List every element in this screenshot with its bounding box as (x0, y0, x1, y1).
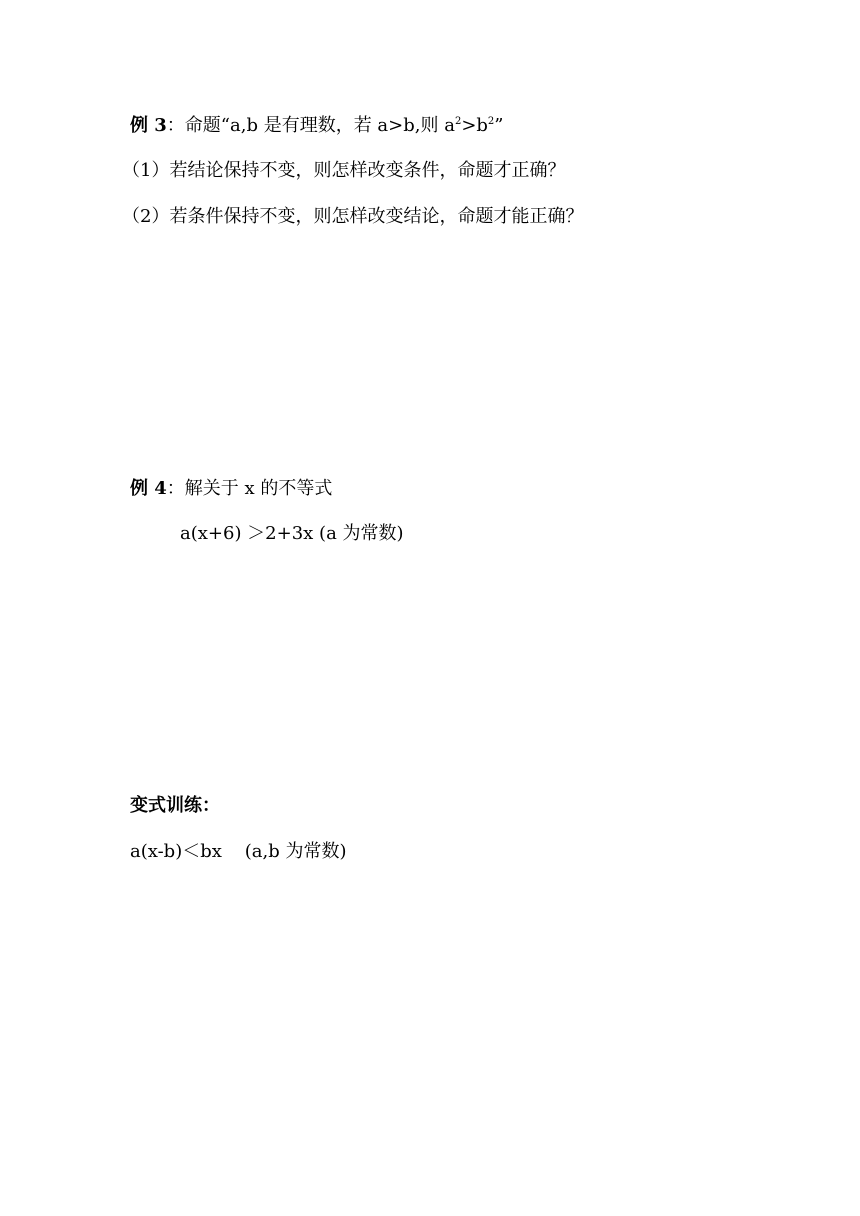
variant-inequality: a(x-b)＜bx (a,b 为常数) (130, 841, 347, 862)
example3-label: 例 3 (130, 115, 167, 136)
example4-text: 解关于 x 的不等式 (184, 478, 333, 499)
example3-text-part2: >b (461, 115, 488, 136)
example4-label: 例 4 (130, 478, 167, 499)
example4-colon: ： (166, 478, 185, 499)
example3-colon: ： (166, 115, 185, 136)
example4-statement (130, 477, 332, 501)
example3-exponent-2: 2 (487, 116, 495, 127)
variant-heading: 变式训练： (130, 795, 220, 816)
example3-exponent-1: 2 (454, 116, 462, 127)
example4-inequality: a(x+6) ＞2+3x (a 为常数) (180, 523, 404, 544)
example3-text-part3: ” (494, 115, 504, 136)
example3-statement (130, 114, 504, 138)
example3-text-part1: 命题“a,b 是有理数，若 a>b,则 a (184, 115, 455, 136)
example3-question-2: （2）若条件保持不变，则怎样改变结论，命题才能正确？ (122, 206, 584, 227)
example3-question-1: （1）若结论保持不变，则怎样改变条件，命题才正确？ (122, 160, 566, 181)
